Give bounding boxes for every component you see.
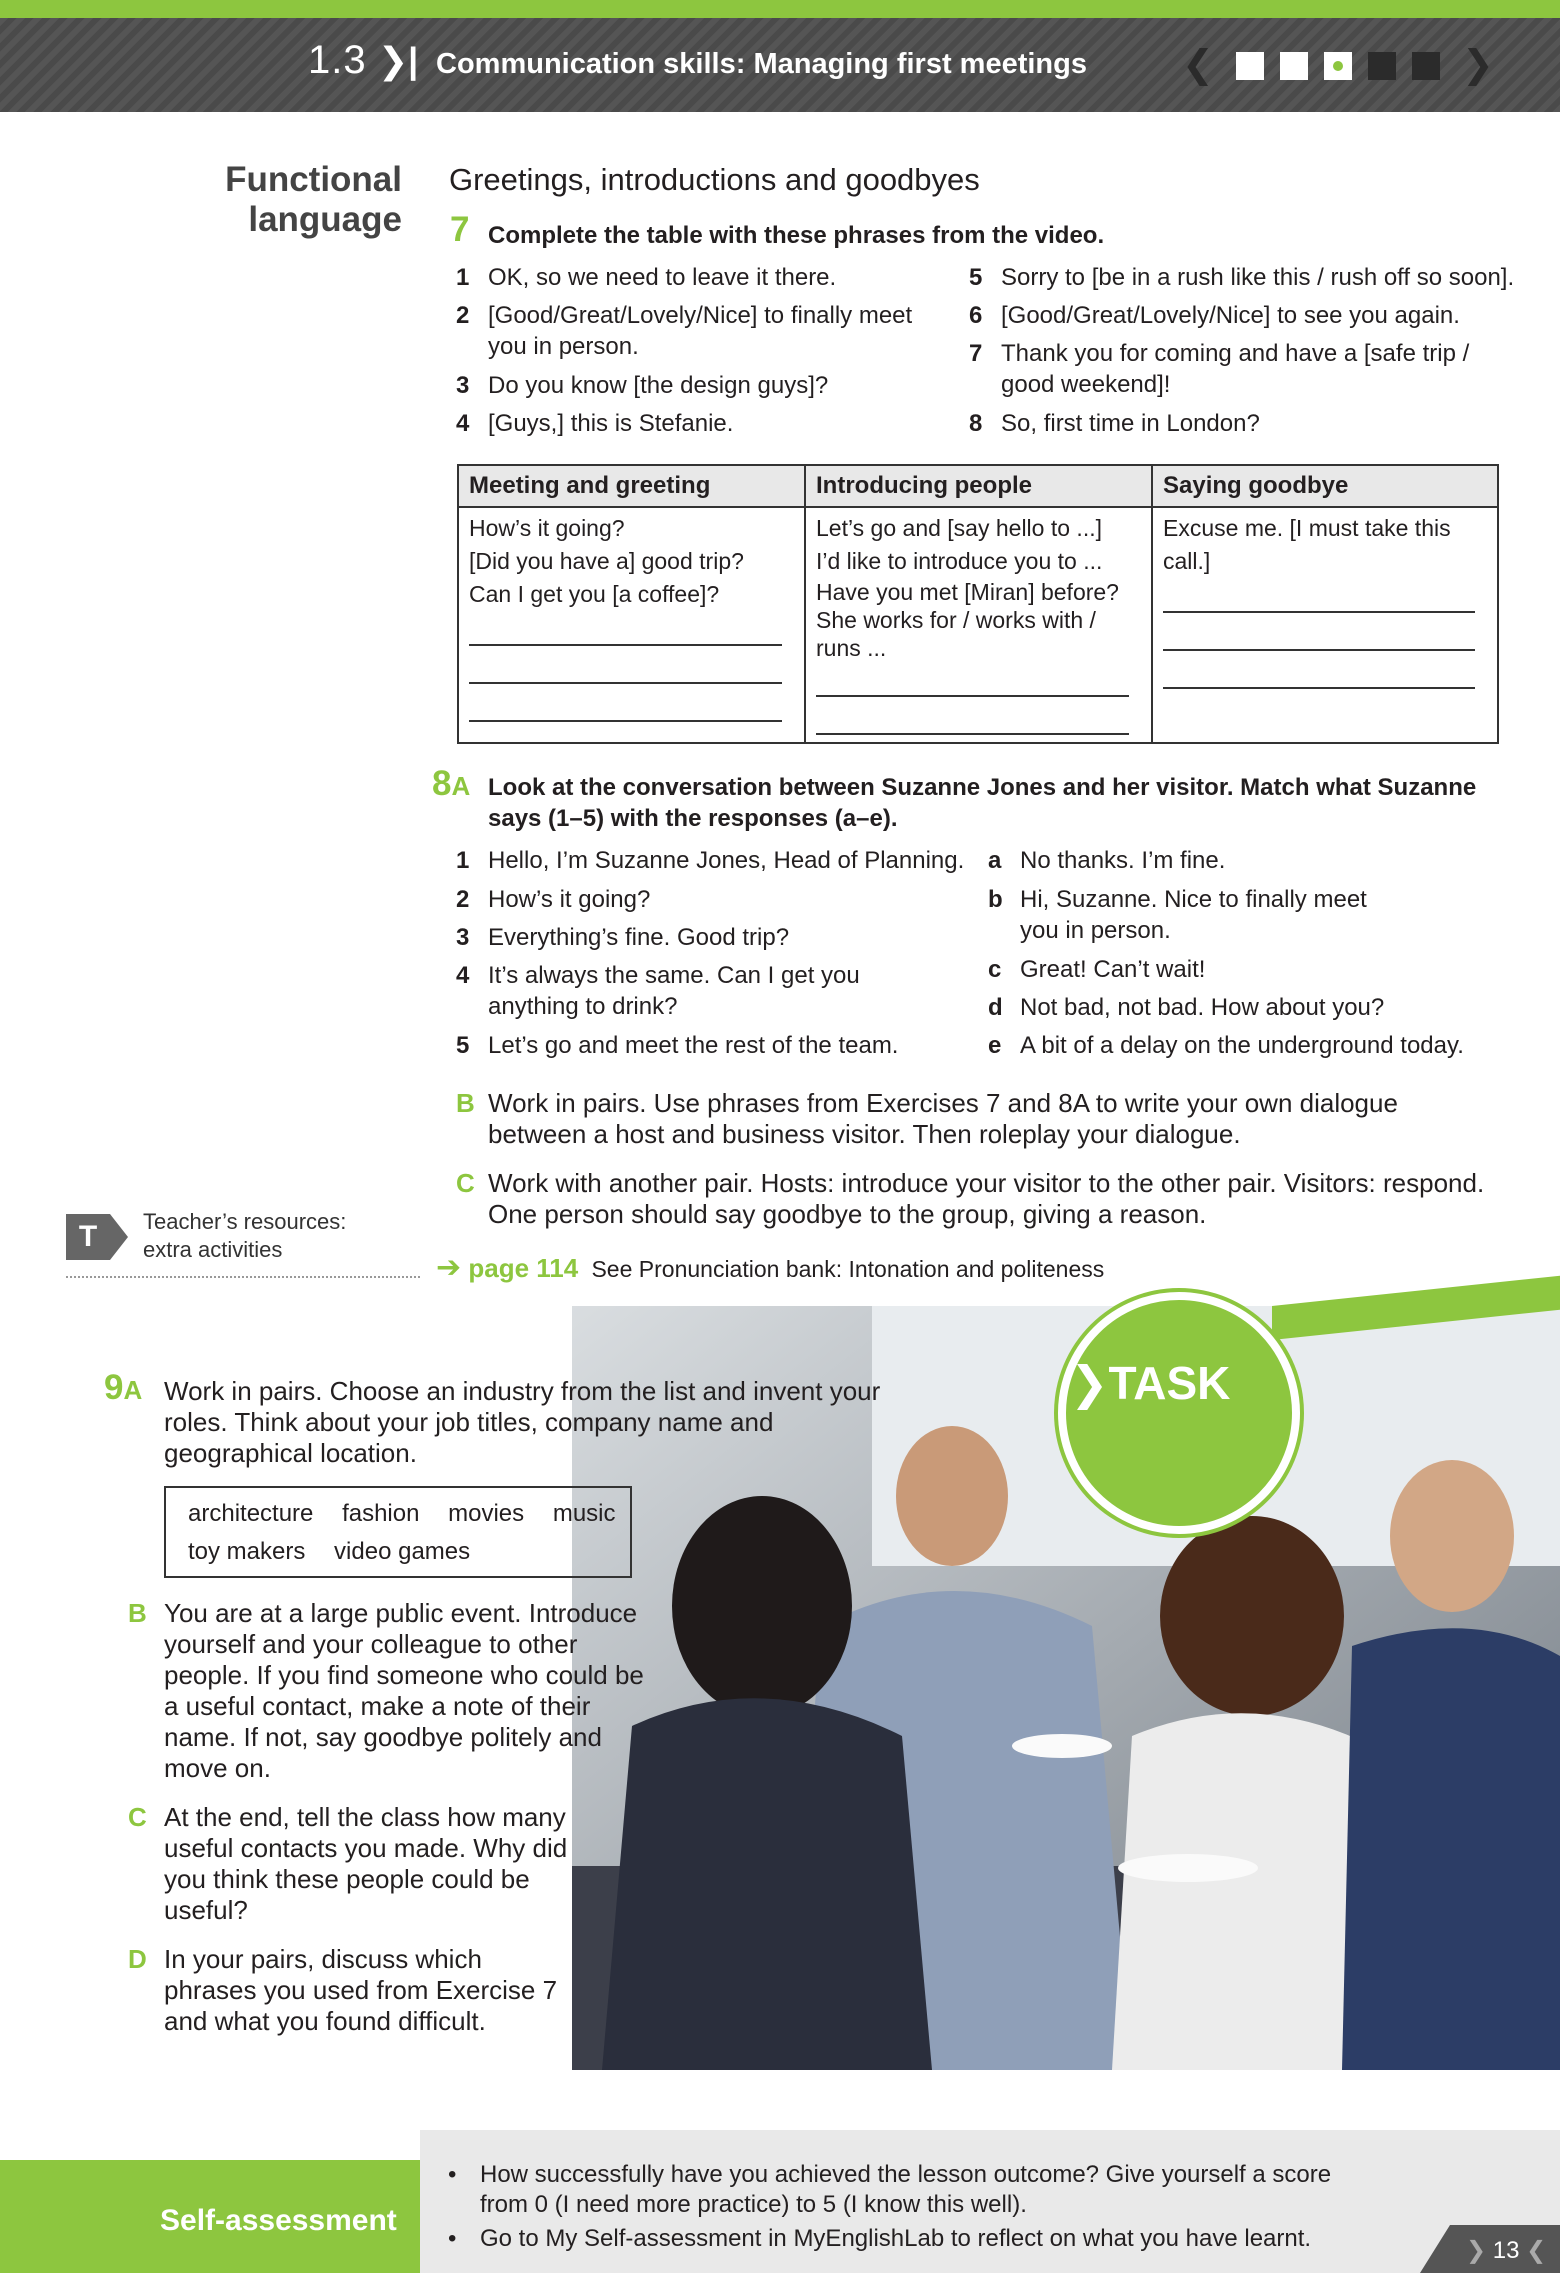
chevron-right-icon: ❯ (1070, 1357, 1109, 1409)
teacher-line1: Teacher’s resources: (143, 1209, 347, 1234)
answer-blank[interactable] (469, 687, 782, 722)
side-heading-line2: language (248, 200, 402, 239)
divider (66, 1276, 420, 1278)
industry-item: toy makers (188, 1538, 306, 1565)
table-cell: Can I get you [a coffee]? (469, 581, 720, 607)
task-badge (1058, 1292, 1300, 1534)
teacher-icon: T (66, 1214, 110, 1260)
exercise-9c-letter: C (128, 1802, 147, 1832)
side-heading (160, 160, 402, 240)
answer-blank[interactable] (816, 700, 1129, 735)
response-c: c Great! Can’t wait! (988, 956, 1206, 983)
crossref[interactable] (436, 1250, 1104, 1285)
arrow-right-icon: ➔ (436, 1251, 462, 1284)
exercise-8-number: 8 (432, 764, 452, 803)
industry-item: architecture (188, 1500, 314, 1527)
teacher-line2: extra activities (143, 1237, 283, 1262)
phrases-table (457, 464, 1499, 744)
teacher-resources[interactable] (143, 1208, 346, 1264)
response-a: a No thanks. I’m fine. (988, 847, 1226, 874)
table-header: Saying goodbye (1152, 465, 1498, 507)
progress-square-4 (1368, 52, 1396, 80)
chevron-left-icon: ❮ (1526, 2237, 1547, 2264)
progress-square-2 (1280, 52, 1308, 80)
crossref-page: page 114 (468, 1253, 579, 1283)
chevron-left-icon: ❮ (1182, 44, 1214, 86)
chevron-right-icon: ❯ (1462, 44, 1494, 86)
industry-item: video games (334, 1538, 471, 1565)
task-label (1070, 1356, 1230, 1410)
table-cell: I’d like to introduce you to ... (816, 548, 1103, 574)
self-assessment-bullet-2: Go to My Self-assessment in MyEnglishLab to reflect on what you have learnt. (480, 2225, 1312, 2252)
exercise-8c-letter: C (456, 1168, 475, 1198)
progress-square-5 (1412, 52, 1440, 80)
exercise-8a-instruction: Look at the conversation between Suzanne Jones and her visitor. Match what Suzanne says (1–5) with the responses (a–e). (488, 774, 1477, 832)
self-assessment-label: Self-assessment (160, 2204, 397, 2237)
answer-blank[interactable] (469, 611, 782, 646)
industry-row-1 (188, 1500, 616, 1528)
dialogue-line-4: 4 It’s always the same. Can I get you anything to drink? (456, 962, 860, 1020)
page-number (1466, 2236, 1546, 2265)
table-header: Introducing people (805, 465, 1152, 507)
dialogue-line-3: 3 Everything’s fine. Good trip? (456, 924, 790, 951)
exercise-9d-text: In your pairs, discuss which phrases you used from Exercise 7 and what you found difficult. (164, 1944, 558, 2036)
exercise-9-number: 9 (104, 1368, 124, 1407)
answer-blank[interactable] (816, 662, 1129, 697)
phrase-3: 3 Do you know [the design guys]? (456, 372, 829, 399)
table-cell: Let’s go and [say hello to ...] (816, 515, 1102, 541)
industry-list-box (164, 1486, 632, 1578)
bullet-dot: • (448, 2161, 457, 2188)
page-number-text: 13 (1492, 2237, 1520, 2264)
phrase-1: 1 OK, so we need to leave it there. (456, 264, 837, 291)
exercise-8b-text: Work in pairs. Use phrases from Exercises 7 and 8A to write your own dialogue between a host and business visitor. Then roleplay your dialogue. (488, 1088, 1398, 1149)
exercise-8c-text: Work with another pair. Hosts: introduce your visitor to the other pair. Visitors: respond. One person should say goodbye to the group, giving a reason. (488, 1168, 1485, 1229)
exercise-9d-letter: D (128, 1944, 147, 1974)
industry-item: movies (448, 1500, 525, 1527)
lesson-number: 1.3 (308, 38, 367, 82)
progress-square-current (1324, 52, 1352, 80)
answer-blank[interactable] (1163, 654, 1475, 689)
industry-row-2 (188, 1538, 470, 1566)
phrase-5: 5 Sorry to [be in a rush like this / rush off so soon]. (969, 264, 1515, 291)
exercise-9a-text: Work in pairs. Choose an industry from the list and invent your roles. Think about your job titles, company name and geographical location. (164, 1376, 881, 1468)
answer-blank[interactable] (1163, 578, 1475, 613)
table-column-introducing (805, 507, 1152, 743)
table-cell: Excuse me. [I must take this call.] (1163, 515, 1451, 574)
exercise-8a-number (432, 764, 470, 804)
exercise-9c-text: At the end, tell the class how many useful contacts you made. Why did you think these people could be useful? (164, 1802, 568, 1925)
chevron-right-icon: ❯| (378, 40, 419, 81)
phrase-2: 2 [Good/Great/Lovely/Nice] to finally meet you in person. (456, 302, 913, 360)
exercise-9a-number (104, 1368, 142, 1408)
dialogue-line-2: 2 How’s it going? (456, 886, 651, 913)
industry-item: music (552, 1500, 616, 1527)
chevron-right-icon: ❯ (1466, 2237, 1487, 2264)
table-cell: [Did you have a] good trip? (469, 548, 744, 574)
response-d: d Not bad, not bad. How about you? (988, 994, 1385, 1021)
exercise-9b-text: You are at a large public event. Introduce yourself and your colleague to other people. If you find someone who could be a useful contact, make a note of their name. If not, say goodbye politely and move on. (164, 1598, 644, 1783)
answer-blank[interactable] (1163, 616, 1475, 651)
teacher-icon-arrow (110, 1214, 128, 1260)
exercise-8a-letter: A (451, 771, 471, 801)
self-assessment-bullet-1: How successfully have you achieved the lesson outcome? Give yourself a score from 0 (I need more practice) to 5 (I know this well). (480, 2161, 1332, 2218)
dialogue-line-1: 1 Hello, I’m Suzanne Jones, Head of Planning. (456, 847, 965, 874)
exercise-7-number: 7 (450, 210, 470, 249)
exercise-9b-letter: B (128, 1598, 147, 1628)
table-column-meeting (458, 507, 805, 743)
table-cell: How’s it going? (469, 515, 625, 541)
answer-blank[interactable] (469, 649, 782, 684)
task-label-text: TASK (1108, 1357, 1231, 1409)
table-header: Meeting and greeting (458, 465, 805, 507)
industry-item: fashion (342, 1500, 420, 1527)
exercise-8b-letter: B (456, 1088, 475, 1118)
exercise-7-instruction: Complete the table with these phrases from the video. (488, 222, 1105, 249)
section-title: Greetings, introductions and goodbyes (449, 162, 980, 197)
phrase-8: 8 So, first time in London? (969, 410, 1260, 437)
table-cell: Have you met [Miran] before? She works for / works with / runs ... (816, 579, 1119, 661)
crossref-text: See Pronunciation bank: Intonation and politeness (591, 1256, 1105, 1282)
side-heading-line1: Functional (225, 160, 402, 199)
dialogue-line-5: 5 Let’s go and meet the rest of the team. (456, 1032, 899, 1059)
phrase-7: 7 Thank you for coming and have a [safe trip / good weekend]! (969, 340, 1470, 398)
lesson-title: Communication skills: Managing first meetings (436, 48, 1087, 80)
response-b: b Hi, Suzanne. Nice to finally meet you in person. (988, 886, 1367, 944)
top-accent-bar (0, 0, 1560, 18)
table-column-goodbye (1152, 507, 1498, 743)
bullet-dot: • (448, 2225, 457, 2252)
response-e: e A bit of a delay on the underground today. (988, 1032, 1464, 1059)
progress-square-1 (1236, 52, 1264, 80)
phrase-6: 6 [Good/Great/Lovely/Nice] to see you again. (969, 302, 1460, 329)
exercise-9a-letter: A (123, 1375, 143, 1405)
phrase-4: 4 [Guys,] this is Stefanie. (456, 410, 734, 437)
